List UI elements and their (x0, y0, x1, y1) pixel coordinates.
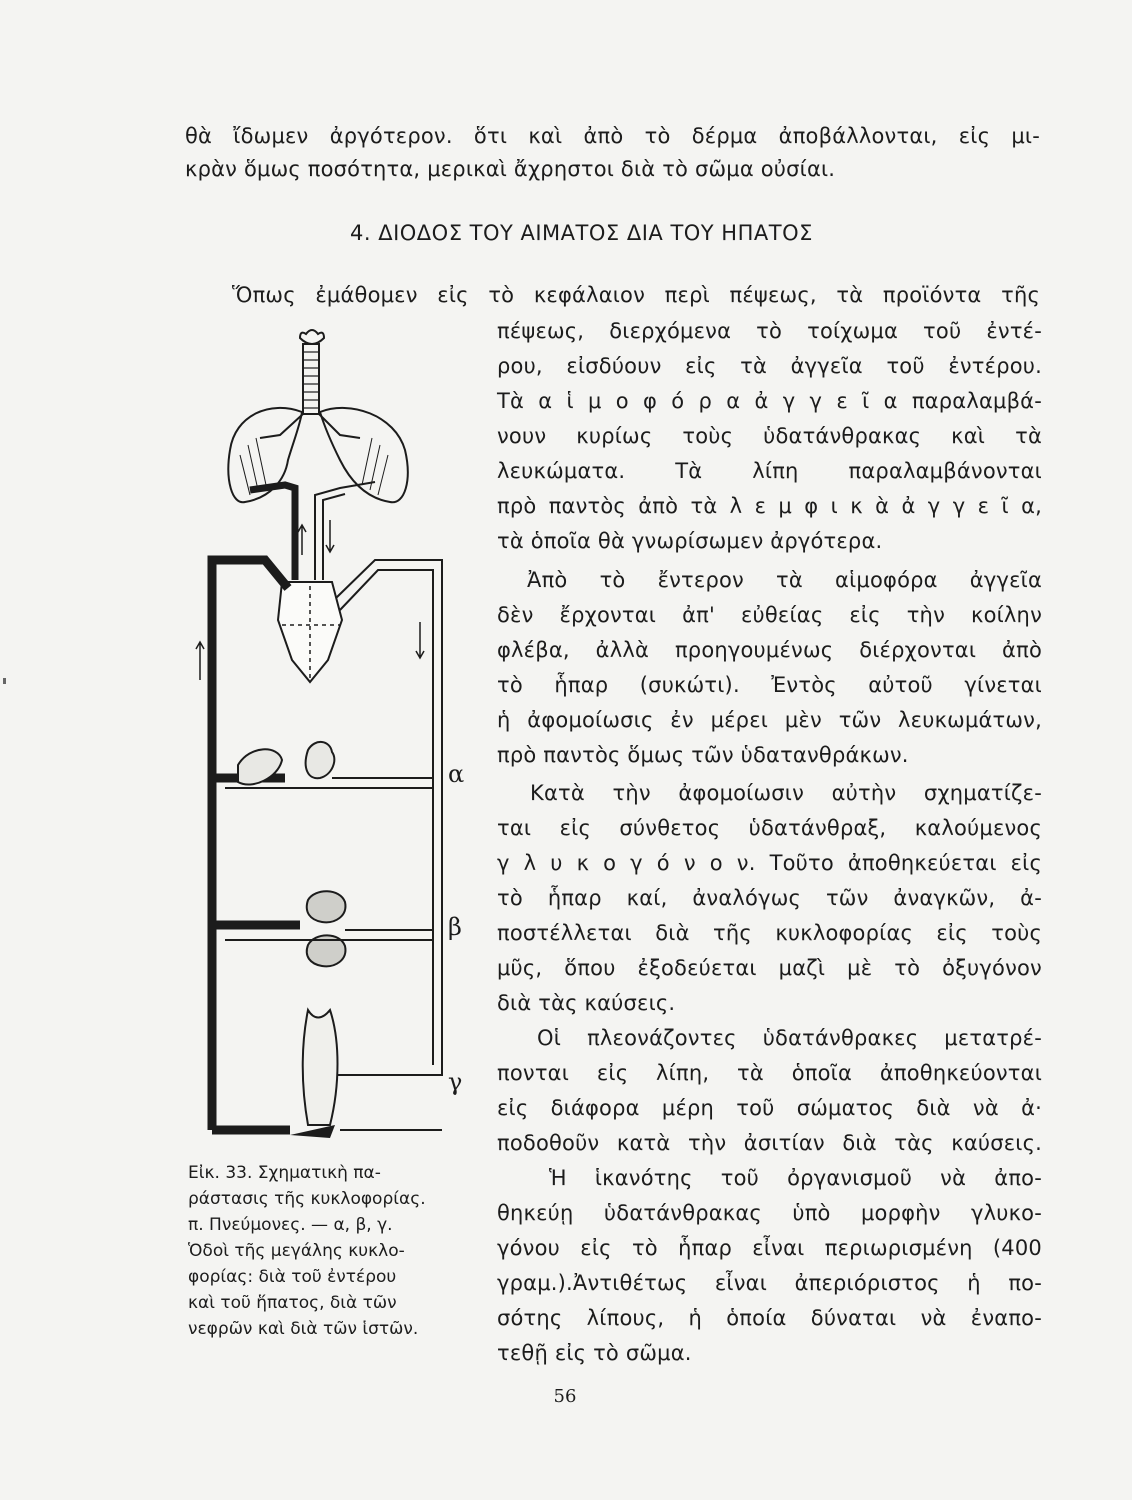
aorta-outer (330, 560, 442, 1075)
caption-line: ράστασις τῆς κυκλοφορίας. (188, 1189, 426, 1209)
arrow-up-icon (196, 642, 204, 680)
column-line: πονται εἰς λίπη, τὰ ὁποῖα ἀποθηκεύονται (497, 1061, 1042, 1085)
caption-line: π. Πνεύμονες. — α, β, γ. (188, 1215, 393, 1235)
caption-line: Εἰκ. 33. Σχηματικὴ πα- (188, 1163, 381, 1183)
paragraph-line: κρὰν ὅμως ποσότητα, μερικαὶ ἄχρηστοι διὰ τὸ σῶμα οὐσίαι. (185, 157, 836, 181)
column-line: εἰς διάφορα μέρη τοῦ σώματος διὰ νὰ ἀ· (497, 1096, 1042, 1120)
column-line: γ λ υ κ ο γ ό ν ο ν. Τοῦτο ἀποθηκεύεται εἰς (497, 851, 1042, 875)
larynx-icon (300, 330, 324, 344)
column-line: τὸ ἧπαρ καί, ἀναλόγως τῶν ἀναγκῶν, ἀ- (497, 886, 1042, 910)
column-line: φλέβα, ἀλλὰ προηγουμένως διέρχονται ἀπὸ (497, 638, 1042, 662)
column-line: τὸ ἧπαρ (συκώτι). Ἐντὸς αὐτοῦ γίνεται (497, 673, 1042, 697)
caption-line: Ὁδοὶ τῆς μεγάλης κυκλο- (188, 1241, 405, 1261)
caption-line: φορίας: διὰ τοῦ ἐντέρου (188, 1267, 397, 1287)
vena-cava (212, 560, 288, 1130)
paragraph-line: θὰ ἴδωμεν ἀργότερον. ὅτι καὶ ἀπὸ τὸ δέρμα ἀποβάλλονται, εἰς μι- (185, 124, 1040, 148)
column-line: ποδοθοῦν κατὰ τὴν ἀσιτίαν διὰ τὰς καύσεις. (497, 1131, 1042, 1155)
arrow-down-icon (326, 520, 334, 552)
intestine (306, 742, 335, 778)
column-line: ποστέλλεται διὰ τῆς κυκλοφορίας εἰς τοὺς (497, 921, 1042, 945)
column-line: μῦς, ὅπου ἐξοδεύεται μαζὶ μὲ τὸ ὀξυγόνον (497, 956, 1042, 980)
column-line: ρου, εἰσδύουν εἰς τὰ ἀγγεῖα τοῦ ἐντέρου. (497, 354, 1042, 378)
column-line: τὰ ὁποῖα θὰ γνωρίσωμεν ἀργότερα. (497, 529, 883, 553)
page-number: 56 (553, 1386, 577, 1407)
right-lung (320, 408, 408, 502)
muscle-tissue (303, 1010, 338, 1125)
column-line: δὲν ἔρχονται ἀπ' εὐθείας εἰς τὴν κοίλην (497, 603, 1042, 627)
column-line: τεθῇ εἰς τὸ σῶμα. (497, 1341, 692, 1365)
aorta-inner (340, 570, 433, 1065)
arrow-down-icon (416, 622, 424, 658)
column-line: πέψεως, διερχόμενα τὸ τοίχωμα τοῦ ἐντέ- (497, 319, 1042, 343)
column-line: Ἀπὸ τὸ ἔντερον τὰ αἱμοφόρα ἀγγεῖα (527, 568, 1042, 592)
paragraph-line: Ὅπως ἐμάθομεν εἰς τὸ κεφάλαιον περὶ πέψεως, τὰ προϊόντα τῆς (232, 283, 1040, 307)
scan-speck (3, 678, 6, 684)
caption-line: νεφρῶν καὶ διὰ τῶν ἱστῶν. (188, 1319, 419, 1339)
column-line: Οἱ πλεονάζοντες ὑδατάνθρακες μετατρέ- (537, 1026, 1042, 1050)
trachea (303, 344, 319, 414)
column-line: σότης λίπους, ἡ ὁποία δύναται νὰ ἐναπο- (497, 1306, 1042, 1330)
column-line: θηκεύῃ ὑδατάνθρακας ὑπὸ μορφὴν γλυκο- (497, 1201, 1042, 1225)
label-alpha: α (448, 760, 465, 788)
arrow-up-icon (298, 525, 306, 555)
column-line: Ἡ ἱκανότης τοῦ ὀργανισμοῦ νὰ ἀπο- (549, 1166, 1042, 1190)
column-line: ται εἰς σύνθετος ὑδατάνθραξ, καλούμενος (497, 816, 1042, 840)
column-line: Κατὰ τὴν ἀφομοίωσιν αὐτὴν σχηματίζε- (530, 781, 1042, 805)
label-gamma: γ (448, 1068, 463, 1096)
column-line: γραμ.).Ἀντιθέτως εἶναι ἀπεριόριστος ἡ πο- (497, 1271, 1042, 1295)
caption-line: καὶ τοῦ ἥπατος, διὰ τῶν (188, 1293, 397, 1313)
column-line: γόνου εἰς τὸ ἧπαρ εἶναι περιωρισμένη (400 (497, 1236, 1042, 1260)
section-heading: 4. ΔΙΟΔΟΣ ΤΟΥ ΑΙΜΑΤΟΣ ΔΙΑ ΤΟΥ ΗΠΑΤΟΣ (350, 221, 813, 245)
label-beta: β (448, 913, 462, 941)
column-line: πρὸ παντὸς ὅμως τῶν ὑδατανθράκων. (497, 743, 909, 767)
column-line: διὰ τὰς καύσεις. (497, 991, 676, 1015)
column-line: πρὸ παντὸς ἀπὸ τὰ λ ε μ φ ι κ ὰ ἀ γ γ ε ῖ α, (497, 494, 1042, 518)
circulation-diagram (190, 320, 490, 1150)
column-line: Τὰ α ἱ μ ο φ ό ρ α ἀ γ γ ε ῖ α παραλαμβά- (497, 389, 1042, 413)
column-line: νουν κυρίως τοὺς ὑδατάνθρακας καὶ τὰ (497, 424, 1042, 448)
kidney-icon (307, 891, 346, 922)
column-line: λευκώματα. Τὰ λίπη παραλαμβάνονται (497, 459, 1042, 483)
column-line: ἡ ἀφομοίωσις ἐν μέρει μὲν τῶν λευκωμάτων, (497, 708, 1042, 732)
